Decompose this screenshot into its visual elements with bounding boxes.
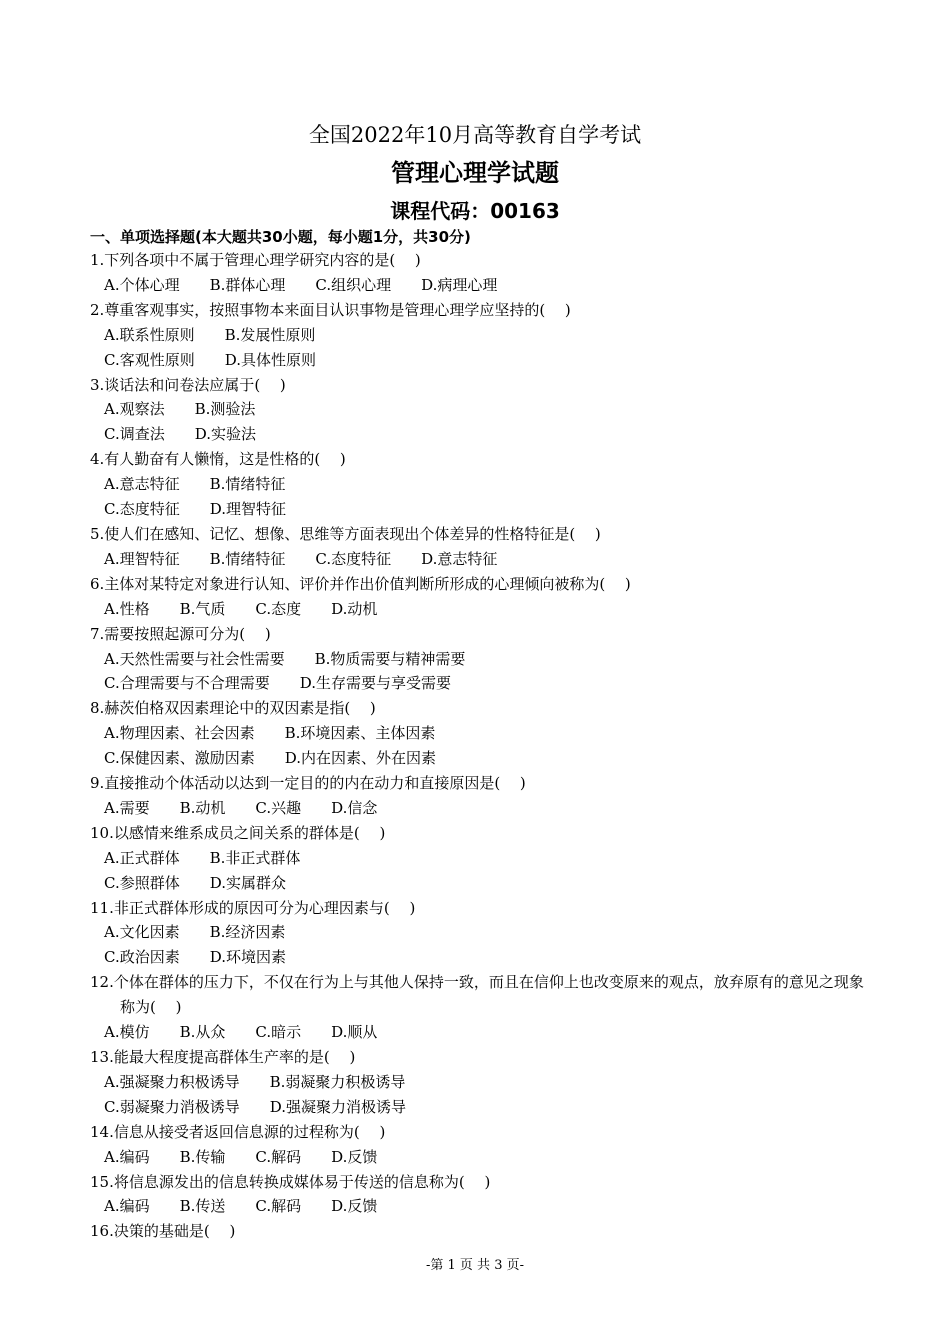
answer-option: C.态度特征	[104, 500, 180, 519]
answer-option: B.气质	[179, 599, 226, 618]
option-row	[90, 920, 870, 945]
option-row	[90, 746, 870, 771]
question-stem: 4.有人勤奋有人懒惰，这是性格的( )	[90, 450, 346, 469]
option-row	[90, 273, 870, 298]
answer-option: B.传输	[179, 1147, 226, 1166]
question-list	[90, 248, 870, 1244]
answer-option: B.传送	[179, 1197, 226, 1216]
option-row	[90, 597, 870, 622]
answer-option: C.态度	[255, 599, 302, 618]
section-heading: 一、单项选择题(本大题共30小题，每小题1分，共30分)	[90, 228, 471, 246]
answer-option: B.情绪特征	[209, 475, 286, 494]
answer-option: D.病理心理	[421, 275, 498, 294]
answer-option: D.意志特征	[421, 549, 498, 568]
question-stem: 6.主体对某特定对象进行认知、评价并作出价值判断所形成的心理倾向被称为( )	[90, 574, 631, 593]
answer-option: C.暗示	[255, 1023, 302, 1042]
answer-option: C.态度特征	[315, 549, 392, 568]
question-stem: 16.决策的基础是( )	[90, 1222, 236, 1241]
answer-option: A.物理因素、社会因素	[104, 724, 255, 743]
question-stem: 10.以感情来维系成员之间关系的群体是( )	[90, 823, 386, 842]
question-stem: 5.使人们在感知、记忆、想像、思维等方面表现出个体差异的性格特征是( )	[90, 524, 601, 543]
answer-option: C.弱凝聚力消极诱导	[104, 1097, 240, 1116]
answer-option: C.兴趣	[255, 798, 302, 817]
option-row	[90, 945, 870, 970]
answer-option: A.意志特征	[104, 475, 180, 494]
answer-option: C.客观性原则	[104, 350, 195, 369]
answer-option: B.弱凝聚力积极诱导	[269, 1072, 406, 1091]
question-stem: 12.个体在群体的压力下，不仅在行为上与其他人保持一致，而且在信仰上也改变原来的观点，放弃原有的意见之现象称为( )	[90, 973, 864, 1017]
option-row	[90, 422, 870, 447]
option-row	[90, 397, 870, 422]
answer-option: A.模仿	[104, 1023, 150, 1042]
answer-option: A.理智特征	[104, 549, 180, 568]
answer-option: C.解码	[255, 1147, 302, 1166]
question-stem: 15.将信息源发出的信息转换成媒体易于传送的信息称为( )	[90, 1172, 491, 1191]
option-row	[90, 547, 870, 572]
answer-option: D.强凝聚力消极诱导	[269, 1097, 406, 1116]
answer-option: B.群体心理	[209, 275, 286, 294]
option-row	[90, 1020, 870, 1045]
answer-option: A.正式群体	[104, 848, 180, 867]
answer-option: A.天然性需要与社会性需要	[104, 649, 285, 668]
answer-option: B.从众	[179, 1023, 226, 1042]
option-row	[90, 472, 870, 497]
option-row	[90, 1194, 870, 1219]
answer-option: D.实验法	[194, 425, 256, 444]
option-row	[90, 1095, 870, 1120]
answer-option: D.环境因素	[209, 948, 286, 967]
answer-option: A.文化因素	[104, 923, 180, 942]
option-row	[90, 497, 870, 522]
answer-option: B.环境因素、主体因素	[284, 724, 436, 743]
answer-option: B.发展性原则	[224, 325, 316, 344]
answer-option: C.组织心理	[315, 275, 392, 294]
answer-option: D.实属群众	[209, 873, 286, 892]
option-row	[90, 1145, 870, 1170]
exam-title: 全国2022年10月高等教育自学考试	[308, 123, 642, 147]
answer-option: C.政治因素	[104, 948, 180, 967]
answer-option: C.保健因素、激励因素	[104, 749, 255, 768]
answer-option: D.反馈	[331, 1197, 378, 1216]
question-stem: 7.需要按照起源可分为( )	[90, 624, 271, 643]
answer-option: C.调查法	[104, 425, 165, 444]
question-stem: 2.尊重客观事实，按照事物本来面目认识事物是管理心理学应坚持的( )	[90, 300, 571, 319]
question-stem: 8.赫茨伯格双因素理论中的双因素是指( )	[90, 699, 376, 718]
question-stem: 13.能最大程度提高群体生产率的是( )	[90, 1048, 356, 1066]
question-stem: 9.直接推动个体活动以达到一定目的的内在动力和直接原因是( )	[90, 774, 526, 793]
option-row	[90, 348, 870, 373]
answer-option: A.强凝聚力积极诱导	[104, 1072, 240, 1091]
option-row	[90, 647, 870, 672]
answer-option: D.生存需要与享受需要	[299, 674, 451, 693]
answer-option: D.内在因素、外在因素	[284, 749, 436, 768]
answer-option: A.需要	[104, 798, 150, 817]
answer-option: B.情绪特征	[209, 549, 286, 568]
answer-option: C.参照群体	[104, 873, 180, 892]
option-row	[90, 323, 870, 348]
answer-option: A.观察法	[104, 400, 165, 419]
paper-title: 管理心理学试题	[391, 159, 559, 187]
option-row	[90, 1070, 870, 1095]
answer-option: D.具体性原则	[224, 350, 316, 369]
answer-option: A.性格	[104, 599, 150, 618]
question-stem: 1.下列各项中不属于管理心理学研究内容的是( )	[90, 251, 421, 269]
answer-option: D.信念	[331, 798, 378, 817]
answer-option: B.非正式群体	[209, 848, 301, 867]
answer-option: B.动机	[179, 798, 226, 817]
option-row	[90, 846, 870, 871]
answer-option: D.动机	[331, 599, 378, 618]
option-row	[90, 671, 870, 696]
answer-option: A.编码	[104, 1147, 150, 1166]
page-number: -第 1 页 共 3 页-	[426, 1258, 524, 1273]
answer-option: D.理智特征	[209, 500, 286, 519]
answer-option: C.合理需要与不合理需要	[104, 674, 270, 693]
answer-option: B.经济因素	[209, 923, 286, 942]
answer-option: A.联系性原则	[104, 325, 195, 344]
course-code: 课程代码：00163	[390, 199, 560, 223]
option-row	[90, 796, 870, 821]
option-row	[90, 871, 870, 896]
answer-option: D.顺从	[331, 1023, 378, 1042]
answer-option: B.物质需要与精神需要	[314, 649, 466, 668]
answer-option: A.个体心理	[104, 275, 180, 294]
option-row	[90, 721, 870, 746]
answer-option: A.编码	[104, 1197, 150, 1216]
answer-option: D.反馈	[331, 1147, 378, 1166]
question-stem: 14.信息从接受者返回信息源的过程称为( )	[90, 1122, 386, 1141]
answer-option: B.测验法	[194, 400, 256, 419]
answer-option: C.解码	[255, 1197, 302, 1216]
question-stem: 3.谈话法和问卷法应属于( )	[90, 375, 286, 394]
question-stem: 11.非正式群体形成的原因可分为心理因素与( )	[90, 898, 416, 917]
